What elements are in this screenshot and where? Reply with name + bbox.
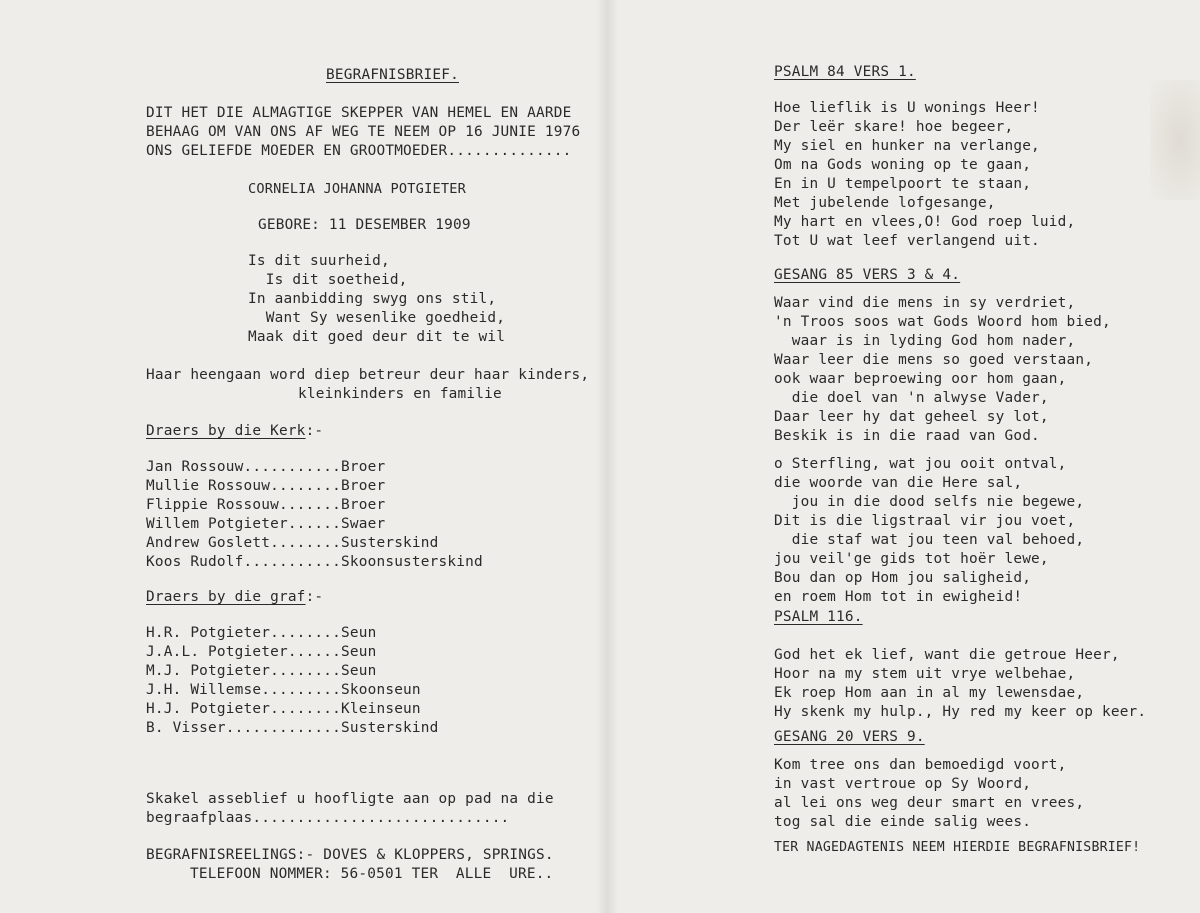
grave-bearer-row: H.J. Potgieter........Kleinseun: [146, 701, 421, 717]
paper-stain: [1150, 80, 1200, 200]
church-bearer-row: Andrew Goslett........Susterskind: [146, 535, 439, 551]
arrangements-line: BEGRAFNISREELINGS:- DOVES & KLOPPERS, SPRINGS.: [146, 847, 554, 863]
grave-bearer-row: B. Visser.............Susterskind: [146, 720, 439, 736]
psalm-84-line: Hoe lieflik is U wonings Heer!: [774, 100, 1040, 116]
psalm-84-line: En in U tempelpoort te staan,: [774, 176, 1032, 192]
grave-bearer-row: H.R. Potgieter........Seun: [146, 625, 377, 641]
psalm-116-line: Hoor na my stem uit vrye welbehae,: [774, 666, 1076, 682]
gesang-85-verse-3-line: die doel van 'n alwyse Vader,: [774, 390, 1049, 406]
mourning-line: kleinkinders en familie: [298, 386, 502, 402]
psalm-116-line: Hy skenk my hulp., Hy red my keer op keer.: [774, 704, 1147, 720]
gesang-85-verse-3-line: Daar leer hy dat geheel sy lot,: [774, 409, 1049, 425]
church-bearer-row: Jan Rossouw...........Broer: [146, 459, 386, 475]
psalm-84-heading: PSALM 84 VERS 1.: [774, 64, 916, 80]
church-bearer-row: Flippie Rossouw.......Broer: [146, 497, 386, 513]
poem-line: Maak dit goed deur dit te wil: [248, 329, 506, 345]
grave-bearers-heading: [146, 588, 323, 607]
gesang-85-verse-4-line: die staf wat jou teen val behoed,: [774, 532, 1085, 548]
closing-line: TER NAGEDAGTENIS NEEM HIERDIE BEGRAFNISBRIEF!: [774, 840, 1141, 855]
poem-line: Want Sy wesenlike goedheid,: [248, 310, 506, 326]
heading-suffix: :-: [305, 423, 324, 439]
gesang-85-heading: GESANG 85 VERS 3 & 4.: [774, 267, 961, 283]
gesang-85-verse-4-line: Dit is die ligstraal vir jou voet,: [774, 513, 1076, 529]
grave-bearer-row: J.A.L. Potgieter......Seun: [146, 644, 377, 660]
poem-line: Is dit soetheid,: [248, 272, 408, 288]
gesang-85-verse-3-line: 'n Troos soos wat Gods Woord hom bied,: [774, 314, 1111, 330]
gesang-20-line: tog sal die einde salig wees.: [774, 814, 1032, 830]
church-bearer-row: Willem Potgieter......Swaer: [146, 516, 386, 532]
request-line: Skakel asseblief u hoofligte aan op pad na die: [146, 791, 554, 807]
church-bearer-row: Koos Rudolf...........Skoonsusterskind: [146, 554, 483, 570]
letter-title: BEGRAFNISBRIEF.: [326, 67, 459, 83]
psalm-84-line: Tot U wat leef verlangend uit.: [774, 233, 1040, 249]
grave-bearer-row: J.H. Willemse.........Skoonseun: [146, 682, 421, 698]
heading-suffix: :-: [305, 589, 324, 605]
arrangements-line: TELEFOON NOMMER: 56-0501 TER ALLE URE..: [190, 866, 554, 882]
gesang-85-verse-3-line: Waar leer die mens so goed verstaan,: [774, 352, 1094, 368]
intro-line: ONS GELIEFDE MOEDER EN GROOTMOEDER..............: [146, 143, 572, 159]
grave-bearer-row: M.J. Potgieter........Seun: [146, 663, 377, 679]
church-bearers-heading-text: Draers by die Kerk: [146, 423, 306, 439]
request-line: begraafplaas.............................: [146, 810, 510, 826]
gesang-85-verse-3-line: Waar vind die mens in sy verdriet,: [774, 295, 1076, 311]
psalm-84-line: Der leër skare! hoe begeer,: [774, 119, 1014, 135]
church-bearers-heading: [146, 422, 323, 441]
poem-line: In aanbidding swyg ons stil,: [248, 291, 497, 307]
gesang-85-verse-4-line: jou veil'ge gids tot hoër lewe,: [774, 551, 1049, 567]
gesang-85-verse-4-line: jou in die dood selfs nie begewe,: [774, 494, 1085, 510]
grave-bearers-heading-text: Draers by die graf: [146, 589, 306, 605]
gesang-85-verse-3-line: waar is in lyding God hom nader,: [774, 333, 1076, 349]
birth-date: GEBORE: 11 DESEMBER 1909: [258, 217, 471, 233]
gesang-85-verse-3-line: Beskik is in die raad van God.: [774, 428, 1040, 444]
intro-line: BEHAAG OM VAN ONS AF WEG TE NEEM OP 16 JUNIE 1976: [146, 124, 581, 140]
psalm-84-line: My siel en hunker na verlange,: [774, 138, 1040, 154]
psalm-84-line: My hart en vlees,O! God roep luid,: [774, 214, 1076, 230]
psalm-84-line: Met jubelende lofgesange,: [774, 195, 996, 211]
deceased-name: CORNELIA JOHANNA POTGIETER: [248, 181, 466, 197]
gesang-20-line: in vast vertroue op Sy Woord,: [774, 776, 1032, 792]
gesang-85-verse-4-line: Bou dan op Hom jou saligheid,: [774, 570, 1032, 586]
psalm-84-line: Om na Gods woning op te gaan,: [774, 157, 1032, 173]
mourning-line: Haar heengaan word diep betreur deur haar kinders,: [146, 367, 590, 383]
gesang-20-line: al lei ons weg deur smart en vrees,: [774, 795, 1085, 811]
psalm-116-heading: PSALM 116.: [774, 609, 863, 625]
poem-line: Is dit suurheid,: [248, 253, 390, 269]
gesang-20-heading: GESANG 20 VERS 9.: [774, 729, 925, 745]
psalm-116-line: God het ek lief, want die getroue Heer,: [774, 647, 1120, 663]
gesang-85-verse-4-line: o Sterfling, wat jou ooit ontval,: [774, 456, 1067, 472]
gesang-85-verse-4-line: en roem Hom tot in ewigheid!: [774, 589, 1023, 605]
gesang-85-verse-4-line: die woorde van die Here sal,: [774, 475, 1023, 491]
gesang-20-line: Kom tree ons dan bemoedigd voort,: [774, 757, 1067, 773]
paper-fold: [596, 0, 618, 913]
church-bearer-row: Mullie Rossouw........Broer: [146, 478, 386, 494]
intro-line: DIT HET DIE ALMAGTIGE SKEPPER VAN HEMEL EN AARDE: [146, 105, 572, 121]
gesang-85-verse-3-line: ook waar beproewing oor hom gaan,: [774, 371, 1067, 387]
psalm-116-line: Ek roep Hom aan in al my lewensdae,: [774, 685, 1085, 701]
